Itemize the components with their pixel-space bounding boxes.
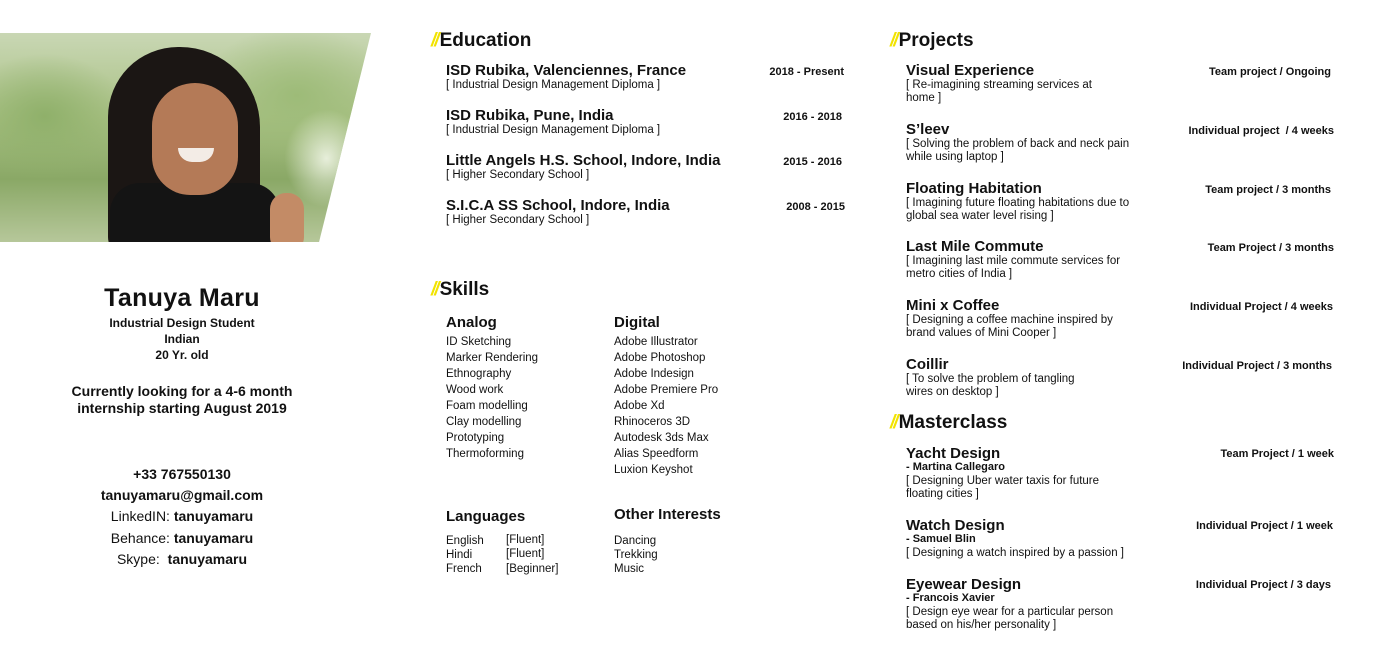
project-desc-line: brand values of Mini Cooper ] [906,327,1057,339]
masterclass-author: - Samuel Blin [906,533,976,545]
skill-item: Prototyping [446,432,505,444]
education-desc: [ Industrial Design Management Diploma ] [446,124,661,136]
analog-heading: Analog [446,314,497,331]
profile-role: Industrial Design Student [109,316,255,330]
education-title: ISD Rubika, Valenciennes, France [446,62,687,79]
project-title: Floating Habitation [906,180,1042,197]
photo-arm [270,193,304,242]
skill-item: Wood work [446,384,504,396]
project-meta: Individual project / 4 weeks [1188,125,1334,137]
slash-mark-icon: // [890,30,897,51]
behance-row [0,530,364,546]
skill-item: Alias Speedform [614,448,699,460]
profile-name: Tanuya Maru [104,284,260,312]
interests-list [614,534,658,576]
education-desc: [ Industrial Design Management Diploma ] [446,79,661,91]
skill-item: Adobe Premiere Pro [614,384,719,396]
interest-item: Dancing [614,535,657,547]
education-desc: [ Higher Secondary School ] [446,169,590,181]
project-title: S’leev [906,121,950,138]
skill-item: Autodesk 3ds Max [614,432,709,444]
masterclass-title: Yacht Design [906,445,1001,462]
slash-mark-icon: // [431,279,438,300]
masterclass-title: Watch Design [906,517,1005,534]
skills-heading-text: Skills [439,279,490,300]
looking-line-1: Currently looking for a 4-6 month [71,383,293,399]
project-desc-line: [ Imagining last mile commute services for [906,255,1121,267]
project-desc-line: [ Solving the problem of back and neck pain [906,138,1130,150]
education-years: 2018 - Present [769,66,844,78]
masterclass-title: Eyewear Design [906,576,1022,593]
project-meta: Individual Project / 4 weeks [1189,301,1333,313]
project-meta: Team project / 3 months [1205,184,1331,196]
project-meta: Team Project / 3 months [1207,242,1334,254]
looking-line-2: internship starting August 2019 [77,400,287,416]
slash-mark-icon: // [431,30,438,51]
behance-handle[interactable]: tanuyamaru [173,530,254,546]
project-desc-line: metro cities of India ] [906,268,1013,280]
masterclass-desc-line: [ Design eye wear for a particular person [906,606,1114,618]
analog-list [446,334,538,462]
skype-label: Skype: [116,551,160,567]
project-desc-line: global sea water level rising ] [906,210,1054,222]
skill-item: Luxion Keyshot [614,464,693,476]
masterclass-meta: Team Project / 1 week [1220,448,1334,460]
project-desc-line: [ Designing a coffee machine inspired by [906,314,1113,326]
project-title: Visual Experience [906,62,1035,79]
linkedin-row [0,508,364,524]
education-years: 2016 - 2018 [783,111,842,123]
masterclass-meta: Individual Project / 1 week [1196,520,1333,532]
linkedin-label: LinkedIN: [110,508,170,524]
projects-heading [890,29,974,53]
profile-photo [0,33,371,242]
project-desc-line: while using laptop ] [906,151,1004,163]
language-level: [Beginner] [506,563,559,575]
project-meta: Team project / Ongoing [1208,66,1331,78]
skype-handle[interactable]: tanuyamaru [167,551,248,567]
education-heading [431,29,531,53]
project-desc-line: [ To solve the problem of tangling [906,373,1075,385]
language-name: Hindi [446,549,473,561]
project-meta: Individual Project / 3 months [1182,360,1332,372]
profile-age: 20 Yr. old [155,348,209,362]
projects-heading-text: Projects [898,30,974,51]
education-title: Little Angels H.S. School, Indore, India [446,152,721,169]
project-desc-line: [ Imagining future floating habitations due to [906,197,1130,209]
skill-item: Adobe Xd [614,400,665,412]
skill-item: Adobe Illustrator [614,336,698,348]
skill-item: Rhinoceros 3D [614,416,691,428]
language-names [446,534,484,576]
language-levels [506,533,558,576]
digital-heading: Digital [614,314,660,331]
linkedin-handle[interactable]: tanuyamaru [173,508,254,524]
skype-row [0,551,364,567]
project-title: Last Mile Commute [906,238,1044,255]
education-heading-text: Education [439,30,532,51]
masterclass-heading-text: Masterclass [898,412,1008,433]
education-years: 2008 - 2015 [786,201,845,213]
languages-heading: Languages [446,508,526,525]
education-years: 2015 - 2016 [783,156,842,168]
language-level: [Fluent] [506,534,545,546]
project-title: Coillir [906,356,949,373]
skill-item: Adobe Photoshop [614,352,706,364]
masterclass-desc-line: floating cities ] [906,488,979,500]
digital-list [614,334,718,478]
slash-mark-icon: // [890,412,897,433]
project-desc-line: wires on desktop ] [906,386,999,398]
profile-nationality: Indian [164,332,200,346]
language-name: French [446,563,482,575]
interest-item: Music [614,563,645,575]
language-level: [Fluent] [506,548,545,560]
skill-item: Adobe Indesign [614,368,694,380]
education-title: ISD Rubika, Pune, India [446,107,614,124]
skills-heading [431,278,489,302]
masterclass-desc-line: [ Designing Uber water taxis for future [906,475,1100,487]
interests-heading: Other Interests [614,506,721,523]
project-desc-line: [ Re-imagining streaming services at [906,79,1092,91]
skill-item: Clay modelling [446,416,522,428]
skill-item: ID Sketching [446,336,512,348]
project-title: Mini x Coffee [906,297,1000,314]
skill-item: Thermoforming [446,448,524,460]
photo-face [152,83,238,195]
interest-item: Trekking [614,549,658,561]
skill-item: Ethnography [446,368,512,380]
masterclass-desc-line: based on his/her personality ] [906,619,1057,631]
language-name: English [446,535,484,547]
behance-label: Behance: [110,530,170,546]
masterclass-author: - Martina Callegaro [906,461,1006,473]
email-address[interactable]: tanuyamaru@gmail.com [100,487,264,503]
skill-item: Marker Rendering [446,352,539,364]
masterclass-desc-line: [ Designing a watch inspired by a passion ] [906,547,1124,559]
masterclass-meta: Individual Project / 3 days [1195,579,1331,591]
masterclass-heading [890,411,1007,435]
skill-item: Foam modelling [446,400,528,412]
project-desc-line: home ] [906,92,942,104]
education-title: S.I.C.A SS School, Indore, India [446,197,670,214]
masterclass-author: - Francois Xavier [906,592,995,604]
education-desc: [ Higher Secondary School ] [446,214,590,226]
phone-number[interactable]: +33 767550130 [133,466,231,482]
